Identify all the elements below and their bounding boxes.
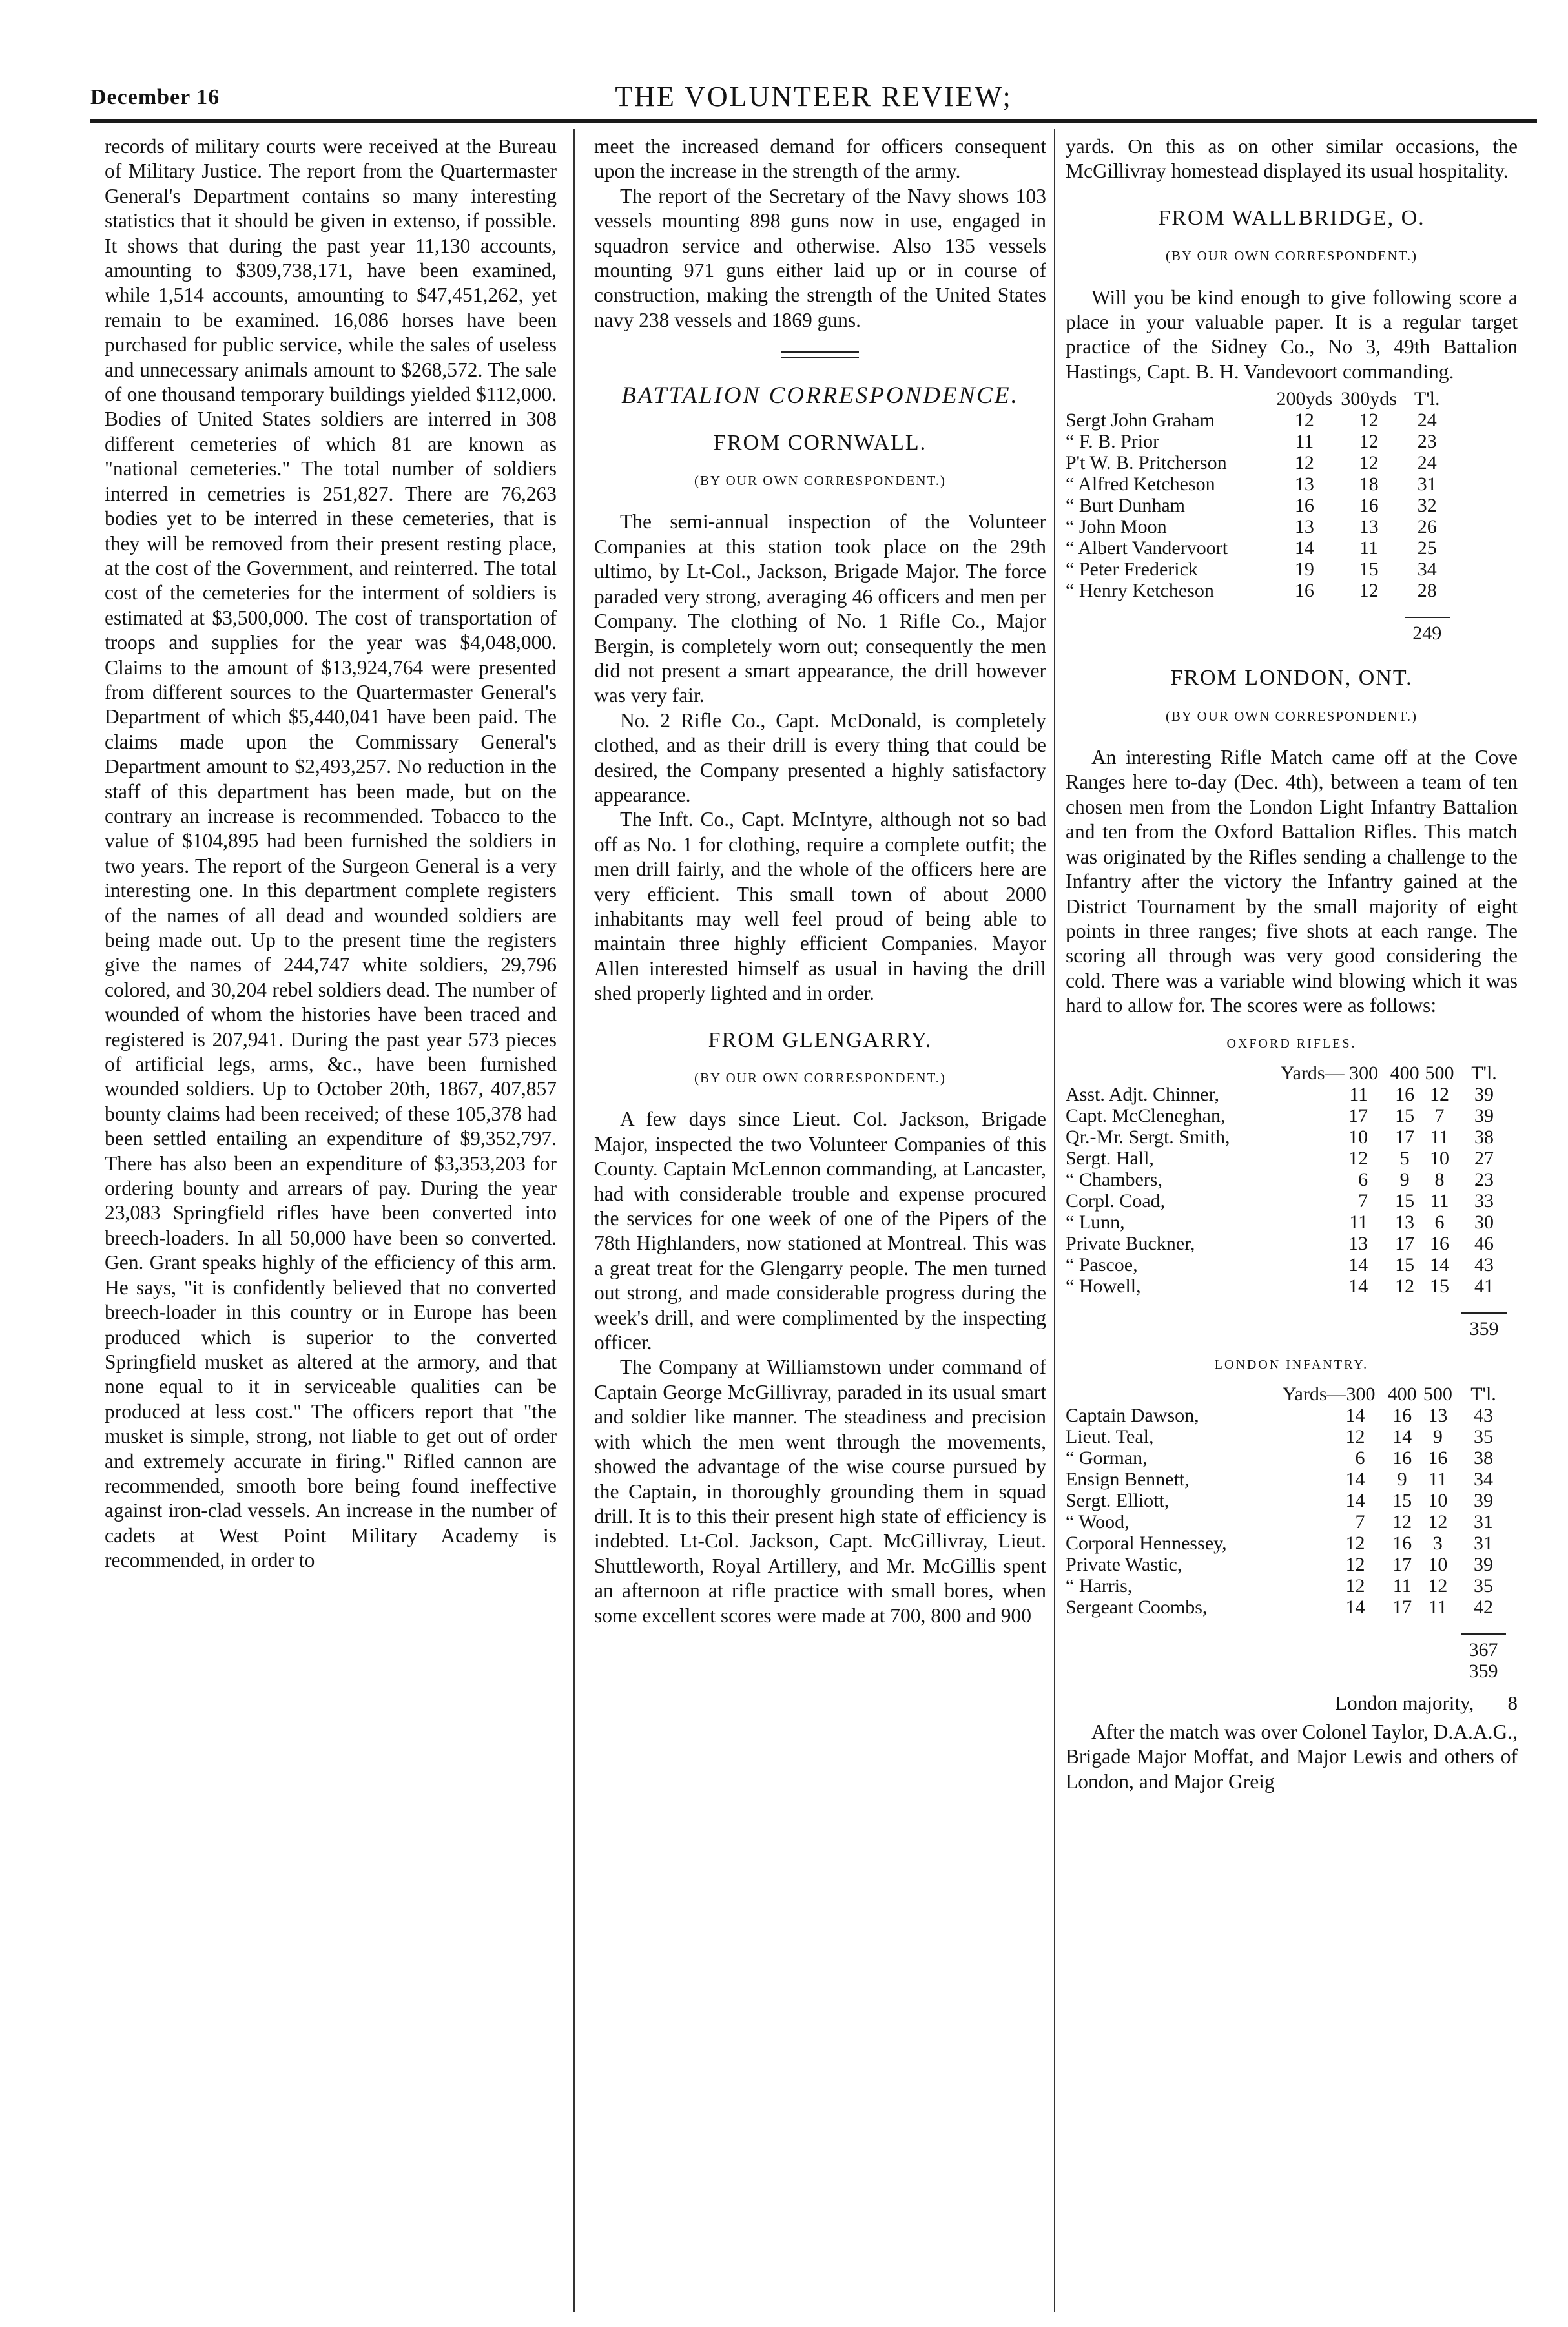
- table-row: “ Henry Ketcheson 16 12 28: [1066, 580, 1437, 602]
- score-total: 367: [1469, 1639, 1498, 1661]
- section-rule: [781, 351, 859, 353]
- table-row: “ Howell, 14 12 15 41: [1066, 1275, 1494, 1297]
- article-paragraph: The Company at Williamstown under command of Captain George McGillivray, paraded in its usual smart and soldier like manner. The steadiness and precision with which the men went through the movements, showed the advantage of the wise course pursued by the Captain, in thoroughly grounding them in squad drill. It is to this their present high state of efficiency is indebted. Lt-Col. Jackson, Capt. McGillivray, Lieut. Shuttleworth, Royal Artillery, and Mr. McGillis spent an afternoon at rifle practice with small bores, when some excellent scores were made at 700, 800 and 900: [594, 1356, 1046, 1627]
- article-paragraph: A few days since Lieut. Col. Jackson, Brigade Major, inspected the two Volunteer Companies of this County. Captain McLennon commanding, at Lancaster, had with considerable trouble and expense procured the services for one week of one of the Pipers of the 78th Highlanders, now stationed at Montreal. This was a great treat for the Glengarry people. The men turned out strong, and made considerable progress during the week's drill, and were complimented by the inspecting officer.: [594, 1108, 1046, 1354]
- table-row: “ Chambers, 6 9 8 23: [1066, 1168, 1494, 1190]
- column-header: Yards— 300: [1280, 1062, 1379, 1084]
- dispatch-byline: (BY OUR OWN CORRESPONDENT.): [1166, 248, 1418, 264]
- column-divider: [573, 129, 575, 2312]
- team-title: OXFORD RIFLES.: [1226, 1036, 1357, 1051]
- table-row: Capt. McCleneghan, 17 15 7 39: [1066, 1104, 1494, 1126]
- table-row: “ Pascoe, 14 15 14 43: [1066, 1254, 1494, 1276]
- column-header: 400: [1390, 1062, 1419, 1084]
- article-paragraph: records of military courts were received at the Bureau of Military Justice. The report from the Quartermaster General's Department contains so many interesting statistics that it should be given in extenso, if possible. It shows that during the past year 11,130 accounts, amounting to $309,738,171, have been examined, while 1,514 accounts, amounting to $47,451,262, yet remain to be examined. 16,086 horses have been purchased for public service, while the sales of useless and unnecessary animals amount to $268,572. The sale of one thousand temporary buildings yielded $112,000. Bodies of United States soldiers are interred in 308 different cemeteries of which 81 are known as "national cemeteries." The total number of soldiers interred in cemetries is 251,827. There are 76,263 bodies yet to be interred in these cemeteries, that is they will be removed from their present resting place, at the cost of the Government, and reinterred. The total cost of the cemeteries for the interment of soldiers is estimated at $3,500,000. The cost of transportation of troops and supplies for the year was $4,048,000. Claims to the amount of $13,924,764 were presented from different sources to the Quartermaster General's Department of which $5,440,041 have been paid. The claims made upon the Commissary General's Department amount to $2,493,257. No reduction in the staff of this department has been made, but on the contrary an increase is recommended. Tobacco to the value of $104,895 had been furnished the soldiers in two years. The report of the Surgeon General is a very interesting one. In this department complete registers of the names of all dead and wounded soldiers are being made out. Up to the present time the registers give the names of 244,747 white soldiers, 29,796 colored, and 30,204 rebel soldiers dead. The number of wounded of whom the histories have been traced and registered is 207,941. During the past year 573 pieces of artificial legs, arms, &c., have been furnished wounded soldiers. Up to October 20th, 1867, 407,857 bounty claims had been received; of these 105,378 had been settled entailing an expenditure of $9,352,797. There has also been an expenditure of $3,353,203 for ordering bounty and arrears of pay. During the year 23,083 Springfield rifles have been converted into breech-loaders. In all 50,000 have been so converted. Gen. Grant speaks highly of the efficiency of this arm. He says, "it is confidently believed that no converted breech-loader in this country or in Europe has been produced which is superior to the converted Springfield musket as altered at the armory, and that none equal to it in serviceable qualities can be produced at less cost." The officers report that "the musket is simple, strong, not liable to get out of order and extremely accurate in firing." Rifled cannon are recommended, smooth bore being found ineffective against iron-clad vessels. An increase in the number of cadets at West Point Military Academy is recommended, in order to: [105, 135, 557, 1572]
- section-rule: [781, 357, 859, 358]
- article-paragraph: Will you be kind enough to give following score a place in your valuable paper. It is a regular target practice of the Sidney Co., No 3, 49th Battalion Hastings, Capt. B. H. Vandevoort commanding.: [1066, 285, 1518, 383]
- score-total: 359: [1469, 1318, 1499, 1339]
- dispatch-byline: (BY OUR OWN CORRESPONDENT.): [1166, 708, 1418, 724]
- table-row: Ensign Bennett, 14 9 11 34: [1066, 1469, 1493, 1491]
- table-row: Sergt. Hall, 12 5 10 27: [1066, 1147, 1494, 1169]
- table-row: Qr.-Mr. Sergt. Smith, 10 17 11 38: [1066, 1126, 1494, 1148]
- table-row: “ Gorman, 6 16 16 38: [1066, 1447, 1493, 1469]
- page-header: [90, 76, 1537, 115]
- issue-date: December 16: [90, 85, 220, 109]
- table-row: “ Alfred Ketcheson 13 18 31: [1066, 473, 1437, 495]
- table-row: Corporal Hennessey, 12 16 3 31: [1066, 1533, 1493, 1555]
- table-row: “ John Moon 13 13 26: [1066, 516, 1437, 538]
- column-1: [105, 134, 557, 1573]
- table-row: Corpl. Coad, 7 15 11 33: [1066, 1190, 1494, 1212]
- header-rule: [90, 119, 1537, 123]
- table-row: “ Albert Vandervoort 14 11 25: [1066, 537, 1437, 559]
- score-total: 249: [1412, 623, 1442, 645]
- table-row: “ Wood, 7 12 12 31: [1066, 1511, 1493, 1533]
- article-paragraph: yards. On this as on other similar occasions, the McGillivray homestead displayed its usual hospitality.: [1066, 135, 1518, 183]
- column-2: [594, 134, 1046, 1628]
- table-row: Private Buckner, 13 17 16 46: [1066, 1232, 1494, 1254]
- table-row: “ Harris, 12 11 12 35: [1066, 1575, 1493, 1597]
- table-row: P't W. B. Pritcherson 12 12 24: [1066, 452, 1437, 474]
- infantry-score-table: [1066, 1383, 1511, 1682]
- article-paragraph: The Inft. Co., Capt. McIntyre, although not so bad off as No. 1 for clothing, require a complete outfit; the men drill fairly, and the whole of the officers here are very efficient. This small town of about 2000 inhabitants may well feel proud of being able to maintain three highly efficient Companies. Mayor Allen interested himself as usual in having the drill shed properly lighted and in order.: [594, 808, 1046, 1005]
- table-row: Captain Dawson, 14 16 13 43: [1066, 1405, 1493, 1427]
- column-3: [1066, 134, 1518, 1794]
- dispatch-byline: (BY OUR OWN CORRESPONDENT.): [694, 1070, 946, 1086]
- column-header: 200yds: [1276, 388, 1333, 410]
- article-paragraph: No. 2 Rifle Co., Capt. McDonald, is completely clothed, and as their drill is every thing that could be desired, the Company presented a highly satisfactory appearance.: [594, 708, 1046, 806]
- table-row: Lieut. Teal, 12 14 9 35: [1066, 1426, 1493, 1448]
- majority-label: London majority,: [1335, 1691, 1474, 1715]
- dispatch-title: FROM LONDON, ONT.: [1170, 666, 1413, 690]
- table-row: Asst. Adjt. Chinner, 11 16 12 39: [1066, 1083, 1494, 1105]
- column-header: 300yds: [1341, 388, 1397, 410]
- table-row: Sergt. Elliott, 14 15 10 39: [1066, 1490, 1493, 1512]
- masthead-title: THE VOLUNTEER REVIEW;: [615, 81, 1013, 112]
- column-header: 500: [1425, 1062, 1454, 1084]
- dispatch-byline: (BY OUR OWN CORRESPONDENT.): [694, 473, 946, 489]
- article-paragraph: meet the increased demand for officers consequent upon the increase in the strength of the army.: [594, 135, 1046, 183]
- article-paragraph: The report of the Secretary of the Navy shows 103 vessels mounting 898 guns now in use, engaged in squadron service and otherwise. Also 135 vessels mounting 971 guns either laid up or in course of construction, making the strength of the United States navy 238 vessels and 1869 guns.: [594, 184, 1046, 331]
- wallbridge-score-table: [1066, 388, 1453, 644]
- dispatch-title: FROM GLENGARRY.: [708, 1028, 933, 1052]
- dispatch-title: FROM CORNWALL.: [713, 430, 927, 455]
- table-row: Private Wastic, 12 17 10 39: [1066, 1554, 1493, 1576]
- score-total: 359: [1469, 1660, 1498, 1682]
- oxford-score-table: [1066, 1062, 1511, 1339]
- column-header: T'l.: [1414, 388, 1440, 410]
- dispatch-title: FROM WALLBRIDGE, O.: [1158, 205, 1425, 230]
- column-header: Yards—300: [1282, 1383, 1376, 1405]
- table-row: Sergeant Coombs, 14 17 11 42: [1066, 1597, 1493, 1619]
- team-title: LONDON INFANTRY.: [1214, 1357, 1369, 1372]
- column-header: 400: [1387, 1383, 1417, 1405]
- majority-value: 8: [1507, 1691, 1518, 1715]
- article-paragraph: An interesting Rifle Match came off at the Cove Ranges here to-day (Dec. 4th), between a team of ten chosen men from the London Light Infantry Battalion and ten from the Oxford Battalion Rifles. This match was originated by the Rifles sending a challenge to the Infantry after the victory the Infantry gained at the District Tournament by the small majority of eight points in three ranges; five shots at each range. The scoring all through was very good considering the cold. There was a variable wind blowing which it was hard to allow for. The scores were as follows:: [1066, 746, 1518, 1017]
- column-header: 500: [1423, 1383, 1452, 1405]
- column-divider: [1054, 129, 1055, 2312]
- table-row: “ Peter Frederick 19 15 34: [1066, 559, 1437, 581]
- column-header: T'l.: [1470, 1383, 1496, 1405]
- table-row: “ Burt Dunham 16 16 32: [1066, 495, 1437, 517]
- table-row: “ F. B. Prior 11 12 23: [1066, 431, 1437, 453]
- table-row: Sergt John Graham 12 12 24: [1066, 409, 1437, 431]
- article-paragraph: The semi-annual inspection of the Volunteer Companies at this station took place on the 29th ultimo, by Lt-Col., Jackson, Brigade Major. The force paraded very strong, averaging 46 officers and men per Company. The clothing of No. 1 Rifle Co., Major Bergin, is completely worn out; consequently the men did not present a smart appearance, the drill however was very fair.: [594, 510, 1046, 707]
- article-paragraph: After the match was over Colonel Taylor, D.A.A.G., Brigade Major Moffat, and Major Lewis and others of London, and Major Greig: [1066, 1720, 1518, 1793]
- table-row: “ Lunn, 11 13 6 30: [1066, 1211, 1494, 1233]
- section-heading: BATTALION CORRESPONDENCE.: [621, 382, 1019, 409]
- match-result: [1066, 1691, 1518, 1715]
- column-header: T'l.: [1471, 1062, 1497, 1084]
